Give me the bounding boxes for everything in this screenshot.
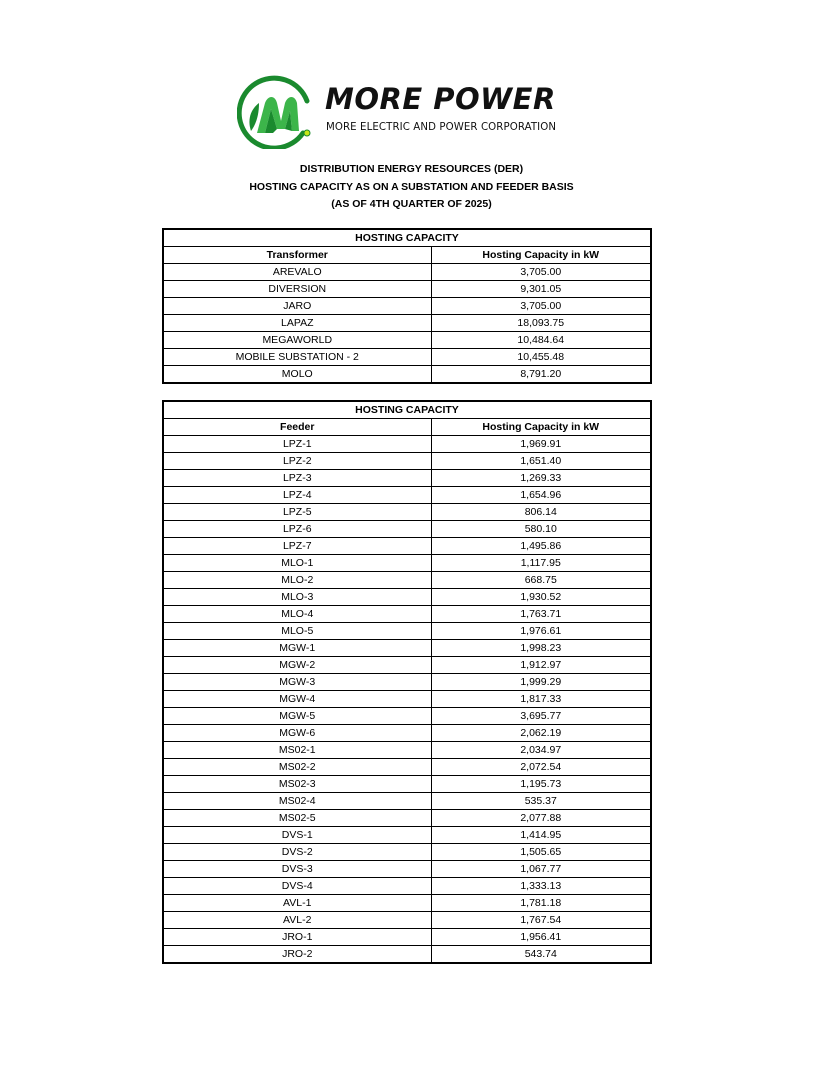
feeder-name: MS02-2 bbox=[163, 759, 431, 776]
transformer-name: JARO bbox=[163, 298, 431, 315]
feeder-name: LPZ-2 bbox=[163, 453, 431, 470]
feeder-name: LPZ-6 bbox=[163, 521, 431, 538]
feeder-name: LPZ-3 bbox=[163, 470, 431, 487]
capacity-value: 2,062.19 bbox=[431, 725, 651, 742]
column-header-feeder: Feeder bbox=[163, 419, 431, 436]
capacity-value: 1,999.29 bbox=[431, 674, 651, 691]
feeder-name: MGW-2 bbox=[163, 657, 431, 674]
feeder-name: LPZ-5 bbox=[163, 504, 431, 521]
table-row bbox=[163, 827, 651, 844]
table-row bbox=[163, 759, 651, 776]
feeder-name: MS02-5 bbox=[163, 810, 431, 827]
table-row bbox=[163, 657, 651, 674]
feeder-name: MLO-5 bbox=[163, 623, 431, 640]
title-line-3: (AS OF 4TH QUARTER OF 2025) bbox=[331, 198, 492, 210]
table-row bbox=[163, 793, 651, 810]
feeder-hosting-table bbox=[162, 400, 652, 964]
transformer-hosting-table bbox=[162, 228, 652, 384]
table-row bbox=[163, 861, 651, 878]
transformer-name: DIVERSION bbox=[163, 281, 431, 298]
capacity-value: 1,495.86 bbox=[431, 538, 651, 555]
capacity-value: 1,414.95 bbox=[431, 827, 651, 844]
table-title: HOSTING CAPACITY bbox=[163, 229, 651, 247]
capacity-value: 1,067.77 bbox=[431, 861, 651, 878]
capacity-value: 1,969.91 bbox=[431, 436, 651, 453]
capacity-value: 18,093.75 bbox=[431, 315, 651, 332]
column-header-capacity: Hosting Capacity in kW bbox=[431, 419, 651, 436]
feeder-name: MGW-5 bbox=[163, 708, 431, 725]
table-row bbox=[163, 487, 651, 504]
capacity-value: 10,455.48 bbox=[431, 349, 651, 366]
table-row bbox=[163, 538, 651, 555]
transformer-name: MOLO bbox=[163, 366, 431, 384]
feeder-name: JRO-2 bbox=[163, 946, 431, 964]
capacity-value: 1,817.33 bbox=[431, 691, 651, 708]
capacity-value: 3,705.00 bbox=[431, 298, 651, 315]
feeder-name: MGW-1 bbox=[163, 640, 431, 657]
capacity-value: 3,695.77 bbox=[431, 708, 651, 725]
table-row bbox=[163, 776, 651, 793]
capacity-value: 3,705.00 bbox=[431, 264, 651, 281]
table-title: HOSTING CAPACITY bbox=[163, 401, 651, 419]
feeder-name: MLO-2 bbox=[163, 572, 431, 589]
table-row bbox=[163, 810, 651, 827]
feeder-name: LPZ-1 bbox=[163, 436, 431, 453]
table-row bbox=[163, 315, 651, 332]
capacity-value: 9,301.05 bbox=[431, 281, 651, 298]
feeder-table-body bbox=[163, 436, 651, 964]
table-row bbox=[163, 264, 651, 281]
feeder-name: JRO-1 bbox=[163, 929, 431, 946]
feeder-name: AVL-1 bbox=[163, 895, 431, 912]
transformer-name: MEGAWORLD bbox=[163, 332, 431, 349]
feeder-name: LPZ-7 bbox=[163, 538, 431, 555]
table-row bbox=[163, 929, 651, 946]
transformer-name: AREVALO bbox=[163, 264, 431, 281]
table-row bbox=[163, 878, 651, 895]
table-row bbox=[163, 725, 651, 742]
company-logo bbox=[237, 71, 567, 149]
capacity-value: 10,484.64 bbox=[431, 332, 651, 349]
capacity-value: 1,763.71 bbox=[431, 606, 651, 623]
feeder-name: MS02-1 bbox=[163, 742, 431, 759]
table-row bbox=[163, 332, 651, 349]
brand-name: MORE POWER bbox=[325, 82, 556, 116]
feeder-name: MGW-3 bbox=[163, 674, 431, 691]
capacity-value: 668.75 bbox=[431, 572, 651, 589]
table-row bbox=[163, 912, 651, 929]
column-header-transformer: Transformer bbox=[163, 247, 431, 264]
capacity-value: 1,930.52 bbox=[431, 589, 651, 606]
capacity-value: 2,034.97 bbox=[431, 742, 651, 759]
feeder-name: MLO-1 bbox=[163, 555, 431, 572]
table-row bbox=[163, 623, 651, 640]
feeder-name: MGW-6 bbox=[163, 725, 431, 742]
table-row bbox=[163, 349, 651, 366]
table-row bbox=[163, 589, 651, 606]
feeder-name: MLO-3 bbox=[163, 589, 431, 606]
title-line-2: HOSTING CAPACITY AS ON A SUBSTATION AND FEEDER BASIS bbox=[249, 180, 574, 193]
table-row bbox=[163, 281, 651, 298]
table-row bbox=[163, 844, 651, 861]
feeder-name: MGW-4 bbox=[163, 691, 431, 708]
feeder-name: DVS-1 bbox=[163, 827, 431, 844]
capacity-value: 1,998.23 bbox=[431, 640, 651, 657]
feeder-name: DVS-3 bbox=[163, 861, 431, 878]
table-row bbox=[163, 470, 651, 487]
table-row bbox=[163, 742, 651, 759]
capacity-value: 1,781.18 bbox=[431, 895, 651, 912]
table-row bbox=[163, 572, 651, 589]
capacity-value: 543.74 bbox=[431, 946, 651, 964]
table-row bbox=[163, 504, 651, 521]
feeder-name: DVS-4 bbox=[163, 878, 431, 895]
brand-tagline: MORE ELECTRIC AND POWER CORPORATION bbox=[326, 122, 557, 133]
capacity-value: 1,956.41 bbox=[431, 929, 651, 946]
table-row bbox=[163, 555, 651, 572]
column-header-capacity: Hosting Capacity in kW bbox=[431, 247, 651, 264]
table-row bbox=[163, 691, 651, 708]
table-row bbox=[163, 298, 651, 315]
capacity-value: 1,976.61 bbox=[431, 623, 651, 640]
capacity-value: 1,195.73 bbox=[431, 776, 651, 793]
feeder-name: MS02-3 bbox=[163, 776, 431, 793]
capacity-value: 535.37 bbox=[431, 793, 651, 810]
transformer-name: LAPAZ bbox=[163, 315, 431, 332]
capacity-value: 1,654.96 bbox=[431, 487, 651, 504]
feeder-name: MLO-4 bbox=[163, 606, 431, 623]
table-row bbox=[163, 366, 651, 384]
capacity-value: 1,767.54 bbox=[431, 912, 651, 929]
more-power-logo-icon bbox=[237, 71, 315, 149]
capacity-value: 2,077.88 bbox=[431, 810, 651, 827]
title-line-1: DISTRIBUTION ENERGY RESOURCES (DER) bbox=[299, 163, 524, 175]
capacity-value: 1,117.95 bbox=[431, 555, 651, 572]
table-row bbox=[163, 674, 651, 691]
table-row bbox=[163, 946, 651, 964]
table-row bbox=[163, 606, 651, 623]
capacity-value: 2,072.54 bbox=[431, 759, 651, 776]
capacity-value: 1,912.97 bbox=[431, 657, 651, 674]
capacity-value: 1,505.65 bbox=[431, 844, 651, 861]
capacity-value: 580.10 bbox=[431, 521, 651, 538]
feeder-name: LPZ-4 bbox=[163, 487, 431, 504]
transformer-name: MOBILE SUBSTATION - 2 bbox=[163, 349, 431, 366]
capacity-value: 1,651.40 bbox=[431, 453, 651, 470]
capacity-value: 1,269.33 bbox=[431, 470, 651, 487]
table-row bbox=[163, 436, 651, 453]
feeder-name: DVS-2 bbox=[163, 844, 431, 861]
feeder-name: MS02-4 bbox=[163, 793, 431, 810]
feeder-name: AVL-2 bbox=[163, 912, 431, 929]
table-row bbox=[163, 708, 651, 725]
table-row bbox=[163, 895, 651, 912]
capacity-value: 806.14 bbox=[431, 504, 651, 521]
table-row bbox=[163, 640, 651, 657]
capacity-value: 1,333.13 bbox=[431, 878, 651, 895]
capacity-value: 8,791.20 bbox=[431, 366, 651, 384]
table-row bbox=[163, 521, 651, 538]
table-row bbox=[163, 453, 651, 470]
document-title bbox=[0, 161, 823, 214]
